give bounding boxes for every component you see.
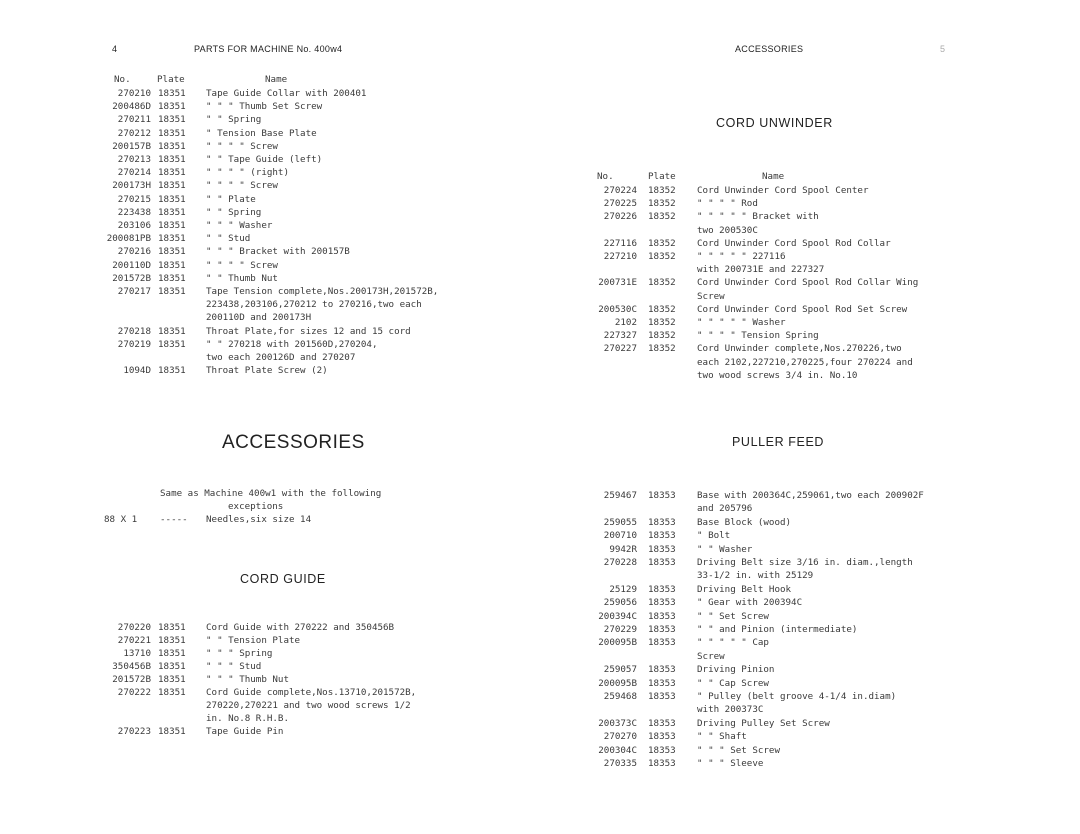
part-number: 259056 [603, 597, 637, 609]
part-number: 259467 [603, 490, 637, 501]
table-row [0, 624, 1080, 637]
plate-number: 18353 [648, 543, 676, 555]
part-name: " Tension Base Plate [206, 127, 317, 139]
part-name: Tape Tension complete,Nos.200173H,201572B, [206, 286, 439, 297]
table-row [0, 570, 1080, 583]
part-number: 270218 [117, 325, 151, 337]
part-number: 25129 [609, 583, 637, 595]
part-name: Driving Pulley Set Screw [697, 717, 830, 729]
part-name: " " " Washer [206, 220, 273, 231]
table-row [0, 584, 1080, 597]
part-number: 200530C [598, 303, 637, 315]
table-row [0, 704, 1080, 717]
table-row [0, 557, 1080, 570]
part-name: " " Set Screw [697, 610, 769, 622]
part-number: 259055 [603, 516, 637, 528]
part-name: with 200731E and 227327 [697, 264, 825, 276]
left-col-header-no: No. [114, 74, 131, 85]
part-number: 270270 [603, 731, 637, 743]
plate-number: 18351 [158, 220, 186, 231]
left-page-header: PARTS FOR MACHINE No. 400w4 [194, 44, 343, 54]
part-name: Cord Unwinder Cord Spool Rod Set Screw [697, 303, 908, 315]
part-name: " " " " Tension Spring [697, 330, 819, 342]
plate-number: 18351 [158, 674, 186, 685]
part-number: 200731E [598, 277, 637, 289]
table-row [0, 758, 1080, 771]
part-name: Cord Unwinder complete,Nos.270226,two [697, 343, 902, 355]
accessories-intro-line1: Same as Machine 400w1 with the following [160, 488, 382, 499]
cord-guide-title: CORD GUIDE [240, 572, 326, 586]
part-number: 227327 [603, 330, 637, 342]
plate-number: 18352 [648, 211, 676, 223]
plate-number: 18353 [648, 557, 676, 568]
plate-number: 18352 [648, 303, 676, 315]
plate-number: 18353 [648, 583, 676, 595]
plate-number: 18351 [158, 140, 186, 152]
part-name: each 2102,227210,270225,four 270224 and [697, 356, 913, 368]
part-name: two each 200126D and 270207 [206, 352, 356, 363]
plate-number: 18353 [648, 731, 676, 743]
plate-number: 18352 [648, 343, 676, 355]
right-col-header-plate: Plate [648, 171, 676, 182]
part-number: 270225 [603, 198, 637, 210]
plate-number: 18351 [158, 661, 186, 672]
part-name: Tape Guide Collar with 200401 [206, 88, 367, 99]
part-name: " " Thumb Nut [206, 272, 278, 284]
plate-number: 18353 [648, 637, 676, 649]
plate-number: 18351 [158, 259, 186, 271]
part-name: 270220,270221 and two wood screws 1/2 [206, 700, 411, 711]
part-name: " " " " " 227116 [697, 251, 786, 262]
part-name: " " " " " Cap [697, 637, 769, 649]
part-number: 1094D [123, 365, 151, 377]
part-name: " " " " " Washer [697, 317, 786, 328]
part-name: " " " Set Screw [697, 744, 780, 756]
puller-feed-title: PULLER FEED [732, 435, 825, 449]
part-name: " " " " (right) [206, 167, 289, 179]
part-number: 270210 [117, 88, 151, 99]
part-number: 270214 [117, 167, 151, 179]
part-name: Screw [697, 650, 725, 662]
part-number: 270224 [603, 185, 637, 196]
part-name: " " " " Screw [206, 140, 278, 152]
plate-number: 18352 [648, 198, 676, 210]
plate-number: 18352 [648, 185, 676, 196]
part-number: 201572B [112, 674, 151, 685]
part-number: 270335 [603, 758, 637, 769]
table-row [0, 637, 1080, 650]
part-number: 200081PB [106, 233, 151, 245]
part-number: 270223 [117, 726, 151, 737]
table-row [0, 691, 1080, 704]
table-row [0, 731, 1080, 744]
part-number: 227210 [603, 251, 637, 262]
left-col-header-name: Name [265, 74, 288, 85]
plate-number: 18351 [158, 180, 186, 192]
table-row [0, 503, 1080, 516]
part-name: " " Washer [697, 543, 753, 555]
part-name: " " " Bracket with 200157B [206, 246, 350, 258]
part-number: 200304C [598, 744, 637, 756]
part-name: " " Spring [206, 114, 262, 126]
plate-number: 18351 [158, 622, 186, 633]
plate-number: 18351 [158, 206, 186, 218]
part-name: " " " Spring [206, 648, 273, 659]
part-name: " " Tension Plate [206, 635, 301, 646]
plate-number: 18353 [648, 717, 676, 729]
plate-number: 18351 [158, 272, 186, 284]
plate-number: 18352 [648, 277, 676, 289]
plate-number: 18351 [158, 101, 186, 113]
plate-number: 18351 [158, 365, 186, 377]
part-number: 270219 [117, 338, 151, 350]
needle-part-no: 88 X 1 [104, 514, 138, 525]
plate-number: 18352 [648, 237, 676, 249]
plate-number: 18351 [158, 635, 186, 646]
part-name: " " " " Screw [206, 259, 278, 271]
plate-number: 18353 [648, 597, 676, 609]
needle-name: Needles,six size 14 [206, 514, 312, 525]
part-name: " " " " Rod [697, 198, 758, 210]
table-row [0, 597, 1080, 610]
part-number: 200373C [598, 717, 637, 729]
part-name: Base with 200364C,259061,two each 200902F [697, 490, 924, 501]
part-number: 223438 [117, 206, 151, 218]
part-number: 201572B [112, 272, 151, 284]
part-name: two wood screws 3/4 in. No.10 [697, 369, 858, 381]
part-number: 270226 [603, 211, 637, 223]
accessories-title: ACCESSORIES [222, 432, 365, 453]
part-name: " " 270218 with 201560D,270204, [206, 338, 378, 350]
part-name: " " Stud [206, 233, 251, 245]
part-name: Cord Guide complete,Nos.13710,201572B, [206, 687, 417, 698]
part-number: 270216 [117, 246, 151, 258]
part-number: 200157B [112, 140, 151, 152]
part-name: " " " Sleeve [697, 758, 764, 769]
part-name: " " " " " Bracket with [697, 211, 819, 223]
plate-number: 18351 [158, 687, 186, 698]
part-name: 223438,203106,270212 to 270216,two each [206, 299, 422, 311]
part-name: Driving Belt size 3/16 in. diam.,length [697, 557, 913, 568]
plate-number: 18353 [648, 691, 676, 702]
plate-number: 18353 [648, 677, 676, 689]
table-row [0, 490, 1080, 503]
part-name: " " Spring [206, 206, 262, 218]
table-row [0, 517, 1080, 530]
part-name: Tape Guide Pin [206, 726, 284, 737]
part-name: in. No.8 R.H.B. [206, 713, 289, 724]
part-name: " Gear with 200394C [697, 597, 803, 609]
part-number: 270229 [603, 624, 637, 635]
part-name: Driving Belt Hook [697, 583, 792, 595]
plate-number: 18351 [158, 233, 186, 245]
table-row [0, 678, 1080, 691]
left-page-number: 4 [112, 44, 118, 54]
plate-number: 18352 [648, 330, 676, 342]
plate-number: 18352 [648, 251, 676, 262]
part-number: 200095B [598, 677, 637, 689]
part-number: 270213 [117, 154, 151, 165]
part-name: 33-1/2 in. with 25129 [697, 570, 814, 582]
plate-number: 18351 [158, 286, 186, 297]
part-number: 270227 [603, 343, 637, 355]
part-number: 270221 [117, 635, 151, 646]
part-number: 9942R [609, 543, 637, 555]
plate-number: 18351 [158, 114, 186, 126]
part-name: Driving Pinion [697, 664, 775, 676]
accessories-intro-line2: exceptions [228, 501, 284, 512]
plate-number: 18353 [648, 624, 676, 635]
plate-number: 18351 [158, 193, 186, 205]
plate-number: 18353 [648, 516, 676, 528]
part-name: 200110D and 200173H [206, 312, 312, 324]
left-col-header-plate: Plate [157, 74, 185, 85]
part-name: Cord Unwinder Cord Spool Rod Collar Wing [697, 277, 919, 289]
part-number: 270212 [117, 127, 151, 139]
plate-number: 18351 [158, 338, 186, 350]
plate-number: 18352 [648, 317, 676, 328]
cord-unwinder-title: CORD UNWINDER [716, 116, 833, 130]
part-name: " " Cap Screw [697, 677, 769, 689]
part-name: Screw [697, 290, 725, 302]
plate-number: 18353 [648, 610, 676, 622]
part-number: 270217 [117, 286, 151, 297]
part-name: two 200530C [697, 224, 758, 236]
table-row [0, 611, 1080, 624]
part-name: and 205796 [697, 503, 753, 515]
part-name: " " Shaft [697, 731, 747, 743]
part-name: " " " Thumb Set Screw [206, 101, 323, 113]
plate-number: 18351 [158, 88, 186, 99]
part-name: " Pulley (belt groove 4-1/4 in.diam) [697, 691, 897, 702]
plate-number: 18351 [158, 648, 186, 659]
part-name: " " " Thumb Nut [206, 674, 289, 685]
part-name: " " " " Screw [206, 180, 278, 192]
part-number: 227116 [603, 237, 637, 249]
part-name: " " Plate [206, 193, 256, 205]
part-number: 270215 [117, 193, 151, 205]
part-number: 259468 [603, 691, 637, 702]
plate-number: 18353 [648, 530, 676, 542]
plate-number: 18351 [158, 127, 186, 139]
right-page-number: 5 [940, 44, 946, 54]
part-name: Throat Plate Screw (2) [206, 365, 328, 377]
part-number: 270228 [603, 557, 637, 568]
plate-number: 18351 [158, 325, 186, 337]
table-row [0, 664, 1080, 677]
plate-number: 18353 [648, 490, 676, 501]
plate-number: 18351 [158, 154, 186, 165]
part-name: " " " Stud [206, 661, 262, 672]
part-number: 203106 [117, 220, 151, 231]
part-name: " " and Pinion (intermediate) [697, 624, 858, 635]
table-row [0, 745, 1080, 758]
right-col-header-no: No. [597, 171, 614, 182]
part-number: 200095B [598, 637, 637, 649]
table-row [0, 651, 1080, 664]
plate-number: 18353 [648, 758, 676, 769]
part-number: 200110D [112, 259, 151, 271]
part-name: " Bolt [697, 530, 731, 542]
part-number: 270220 [117, 622, 151, 633]
right-page-header: ACCESSORIES [735, 44, 804, 54]
plate-number: 18353 [648, 744, 676, 756]
part-number: 13710 [123, 648, 151, 659]
plate-number: 18351 [158, 167, 186, 179]
plate-number: 18353 [648, 664, 676, 676]
part-name: Cord Unwinder Cord Spool Center [697, 185, 869, 196]
part-number: 200710 [603, 530, 637, 542]
part-number: 259057 [603, 664, 637, 676]
part-number: 200173H [112, 180, 151, 192]
part-number: 2102 [614, 317, 637, 328]
part-number: 200394C [598, 610, 637, 622]
part-number: 270222 [117, 687, 151, 698]
part-name: Throat Plate,for sizes 12 and 15 cord [206, 325, 411, 337]
part-number: 200486D [112, 101, 151, 113]
plate-number: 18351 [158, 726, 186, 737]
part-name: " " Tape Guide (left) [206, 154, 323, 165]
table-row [0, 530, 1080, 543]
part-name: Base Block (wood) [697, 516, 792, 528]
right-col-header-name: Name [762, 171, 785, 182]
part-name: with 200373C [697, 704, 764, 716]
part-number: 350456B [112, 661, 151, 672]
plate-number: 18351 [158, 246, 186, 258]
table-row [0, 544, 1080, 557]
part-name: Cord Unwinder Cord Spool Rod Collar [697, 237, 891, 249]
part-number: 270211 [117, 114, 151, 126]
table-row [0, 718, 1080, 731]
needle-plate: ----- [160, 514, 188, 525]
part-name: Cord Guide with 270222 and 350456B [206, 622, 395, 633]
